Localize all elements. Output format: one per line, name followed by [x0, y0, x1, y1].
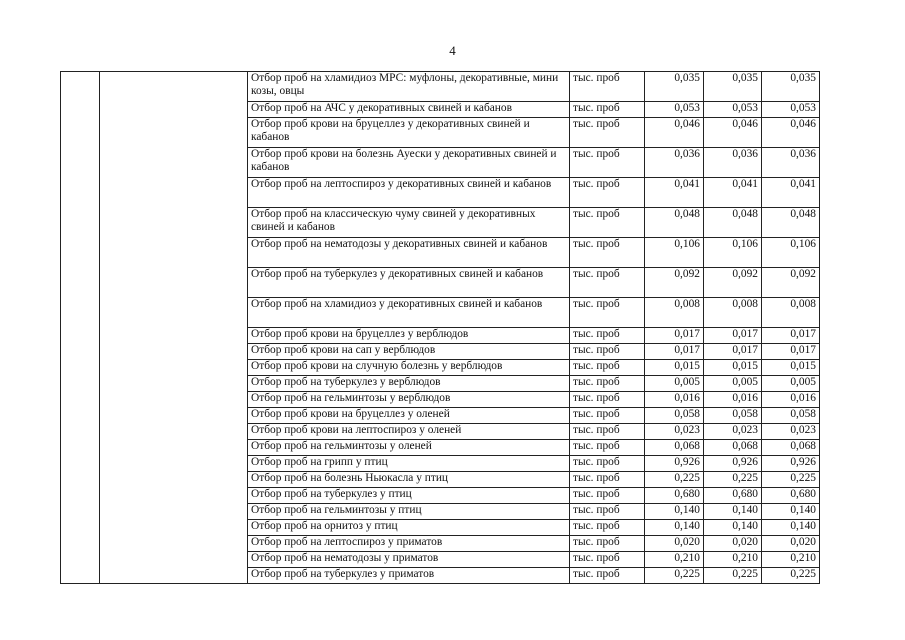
value-year3-cell: 0,005: [762, 376, 820, 392]
value-year2-cell: 0,041: [704, 178, 762, 208]
value-year3-cell: 0,053: [762, 102, 820, 118]
value-year3-cell: 0,036: [762, 148, 820, 178]
value-year1-cell: 0,225: [645, 568, 704, 584]
unit-cell: тыс. проб: [570, 238, 645, 268]
unit-cell: тыс. проб: [570, 440, 645, 456]
service-name-cell: Отбор проб на классическую чуму свиней у декоративных свиней и кабанов: [248, 208, 570, 238]
value-year1-cell: 0,023: [645, 424, 704, 440]
value-year3-cell: 0,140: [762, 504, 820, 520]
value-year1-cell: 0,046: [645, 118, 704, 148]
unit-cell: тыс. проб: [570, 148, 645, 178]
value-year3-cell: 0,092: [762, 268, 820, 298]
service-name-cell: Отбор проб крови на сап у верблюдов: [248, 344, 570, 360]
service-name-cell: Отбор проб на гельминтозы у верблюдов: [248, 392, 570, 408]
value-year3-cell: 0,926: [762, 456, 820, 472]
page-number: 4: [449, 43, 456, 58]
service-name-cell: Отбор проб на орнитоз у птиц: [248, 520, 570, 536]
table-body: [61, 72, 820, 584]
value-year1-cell: 0,008: [645, 298, 704, 328]
value-year3-cell: 0,225: [762, 568, 820, 584]
value-year1-cell: 0,020: [645, 536, 704, 552]
service-name-cell: Отбор проб крови на бруцеллез у оленей: [248, 408, 570, 424]
value-year1-cell: 0,015: [645, 360, 704, 376]
value-year1-cell: 0,106: [645, 238, 704, 268]
value-year2-cell: 0,017: [704, 344, 762, 360]
unit-cell: тыс. проб: [570, 178, 645, 208]
service-name-cell: Отбор проб на гельминтозы у птиц: [248, 504, 570, 520]
unit-cell: тыс. проб: [570, 360, 645, 376]
value-year2-cell: 0,048: [704, 208, 762, 238]
unit-cell: тыс. проб: [570, 536, 645, 552]
value-year2-cell: 0,053: [704, 102, 762, 118]
service-name-cell: Отбор проб на болезнь Ньюкасла у птиц: [248, 472, 570, 488]
unit-cell: тыс. проб: [570, 208, 645, 238]
service-name-cell: Отбор проб на нематодозы у декоративных свиней и кабанов: [248, 238, 570, 268]
value-year3-cell: 0,106: [762, 238, 820, 268]
value-year1-cell: 0,016: [645, 392, 704, 408]
service-name-cell: Отбор проб крови на болезнь Ауески у декоративных свиней и кабанов: [248, 148, 570, 178]
value-year3-cell: 0,225: [762, 472, 820, 488]
value-year1-cell: 0,680: [645, 488, 704, 504]
value-year2-cell: 0,020: [704, 536, 762, 552]
value-year2-cell: 0,035: [704, 72, 762, 102]
service-name-cell: Отбор проб крови на лептоспироз у оленей: [248, 424, 570, 440]
value-year2-cell: 0,046: [704, 118, 762, 148]
value-year3-cell: 0,016: [762, 392, 820, 408]
value-year2-cell: 0,017: [704, 328, 762, 344]
unit-cell: тыс. проб: [570, 392, 645, 408]
value-year3-cell: 0,680: [762, 488, 820, 504]
value-year3-cell: 0,017: [762, 344, 820, 360]
value-year3-cell: 0,017: [762, 328, 820, 344]
value-year2-cell: 0,106: [704, 238, 762, 268]
service-name-cell: Отбор проб на туберкулез у верблюдов: [248, 376, 570, 392]
blank-col-a: [61, 72, 100, 584]
value-year1-cell: 0,068: [645, 440, 704, 456]
service-name-cell: Отбор проб на туберкулез у приматов: [248, 568, 570, 584]
table-row: [61, 72, 820, 102]
unit-cell: тыс. проб: [570, 456, 645, 472]
value-year1-cell: 0,140: [645, 520, 704, 536]
value-year1-cell: 0,092: [645, 268, 704, 298]
value-year1-cell: 0,017: [645, 344, 704, 360]
unit-cell: тыс. проб: [570, 552, 645, 568]
value-year1-cell: 0,053: [645, 102, 704, 118]
services-table: [60, 71, 820, 584]
value-year3-cell: 0,210: [762, 552, 820, 568]
value-year1-cell: 0,005: [645, 376, 704, 392]
unit-cell: тыс. проб: [570, 424, 645, 440]
value-year1-cell: 0,926: [645, 456, 704, 472]
service-name-cell: Отбор проб на лептоспироз у декоративных свиней и кабанов: [248, 178, 570, 208]
value-year2-cell: 0,058: [704, 408, 762, 424]
unit-cell: тыс. проб: [570, 72, 645, 102]
value-year1-cell: 0,041: [645, 178, 704, 208]
value-year3-cell: 0,048: [762, 208, 820, 238]
service-name-cell: Отбор проб крови на бруцеллез у декоративных свиней и кабанов: [248, 118, 570, 148]
service-name-cell: Отбор проб на лептоспироз у приматов: [248, 536, 570, 552]
value-year2-cell: 0,023: [704, 424, 762, 440]
service-name-cell: Отбор проб на нематодозы у приматов: [248, 552, 570, 568]
service-name-cell: Отбор проб крови на случную болезнь у верблюдов: [248, 360, 570, 376]
unit-cell: тыс. проб: [570, 472, 645, 488]
value-year2-cell: 0,225: [704, 472, 762, 488]
unit-cell: тыс. проб: [570, 488, 645, 504]
unit-cell: тыс. проб: [570, 328, 645, 344]
service-name-cell: Отбор проб на грипп у птиц: [248, 456, 570, 472]
service-name-cell: Отбор проб на хламидиоз МРС: муфлоны, декоративные, мини козы, овцы: [248, 72, 570, 102]
service-name-cell: Отбор проб на хламидиоз у декоративных свиней и кабанов: [248, 298, 570, 328]
value-year1-cell: 0,058: [645, 408, 704, 424]
value-year3-cell: 0,015: [762, 360, 820, 376]
value-year1-cell: 0,017: [645, 328, 704, 344]
unit-cell: тыс. проб: [570, 102, 645, 118]
value-year3-cell: 0,023: [762, 424, 820, 440]
value-year2-cell: 0,068: [704, 440, 762, 456]
unit-cell: тыс. проб: [570, 376, 645, 392]
unit-cell: тыс. проб: [570, 408, 645, 424]
value-year2-cell: 0,680: [704, 488, 762, 504]
value-year3-cell: 0,020: [762, 536, 820, 552]
value-year3-cell: 0,068: [762, 440, 820, 456]
value-year2-cell: 0,036: [704, 148, 762, 178]
value-year3-cell: 0,008: [762, 298, 820, 328]
service-name-cell: Отбор проб на туберкулез у декоративных свиней и кабанов: [248, 268, 570, 298]
value-year2-cell: 0,016: [704, 392, 762, 408]
value-year1-cell: 0,210: [645, 552, 704, 568]
unit-cell: тыс. проб: [570, 520, 645, 536]
value-year2-cell: 0,225: [704, 568, 762, 584]
unit-cell: тыс. проб: [570, 118, 645, 148]
value-year2-cell: 0,092: [704, 268, 762, 298]
value-year2-cell: 0,008: [704, 298, 762, 328]
value-year1-cell: 0,048: [645, 208, 704, 238]
value-year2-cell: 0,926: [704, 456, 762, 472]
value-year3-cell: 0,140: [762, 520, 820, 536]
unit-cell: тыс. проб: [570, 268, 645, 298]
value-year3-cell: 0,046: [762, 118, 820, 148]
value-year1-cell: 0,225: [645, 472, 704, 488]
value-year2-cell: 0,210: [704, 552, 762, 568]
service-name-cell: Отбор проб на туберкулез у птиц: [248, 488, 570, 504]
value-year2-cell: 0,005: [704, 376, 762, 392]
unit-cell: тыс. проб: [570, 344, 645, 360]
service-name-cell: Отбор проб на АЧС у декоративных свиней и кабанов: [248, 102, 570, 118]
value-year1-cell: 0,140: [645, 504, 704, 520]
value-year3-cell: 0,041: [762, 178, 820, 208]
value-year1-cell: 0,036: [645, 148, 704, 178]
value-year2-cell: 0,140: [704, 520, 762, 536]
service-name-cell: Отбор проб на гельминтозы у оленей: [248, 440, 570, 456]
value-year2-cell: 0,140: [704, 504, 762, 520]
value-year3-cell: 0,058: [762, 408, 820, 424]
value-year2-cell: 0,015: [704, 360, 762, 376]
blank-col-b: [100, 72, 248, 584]
value-year3-cell: 0,035: [762, 72, 820, 102]
unit-cell: тыс. проб: [570, 298, 645, 328]
unit-cell: тыс. проб: [570, 568, 645, 584]
value-year1-cell: 0,035: [645, 72, 704, 102]
unit-cell: тыс. проб: [570, 504, 645, 520]
service-name-cell: Отбор проб крови на бруцеллез у верблюдов: [248, 328, 570, 344]
